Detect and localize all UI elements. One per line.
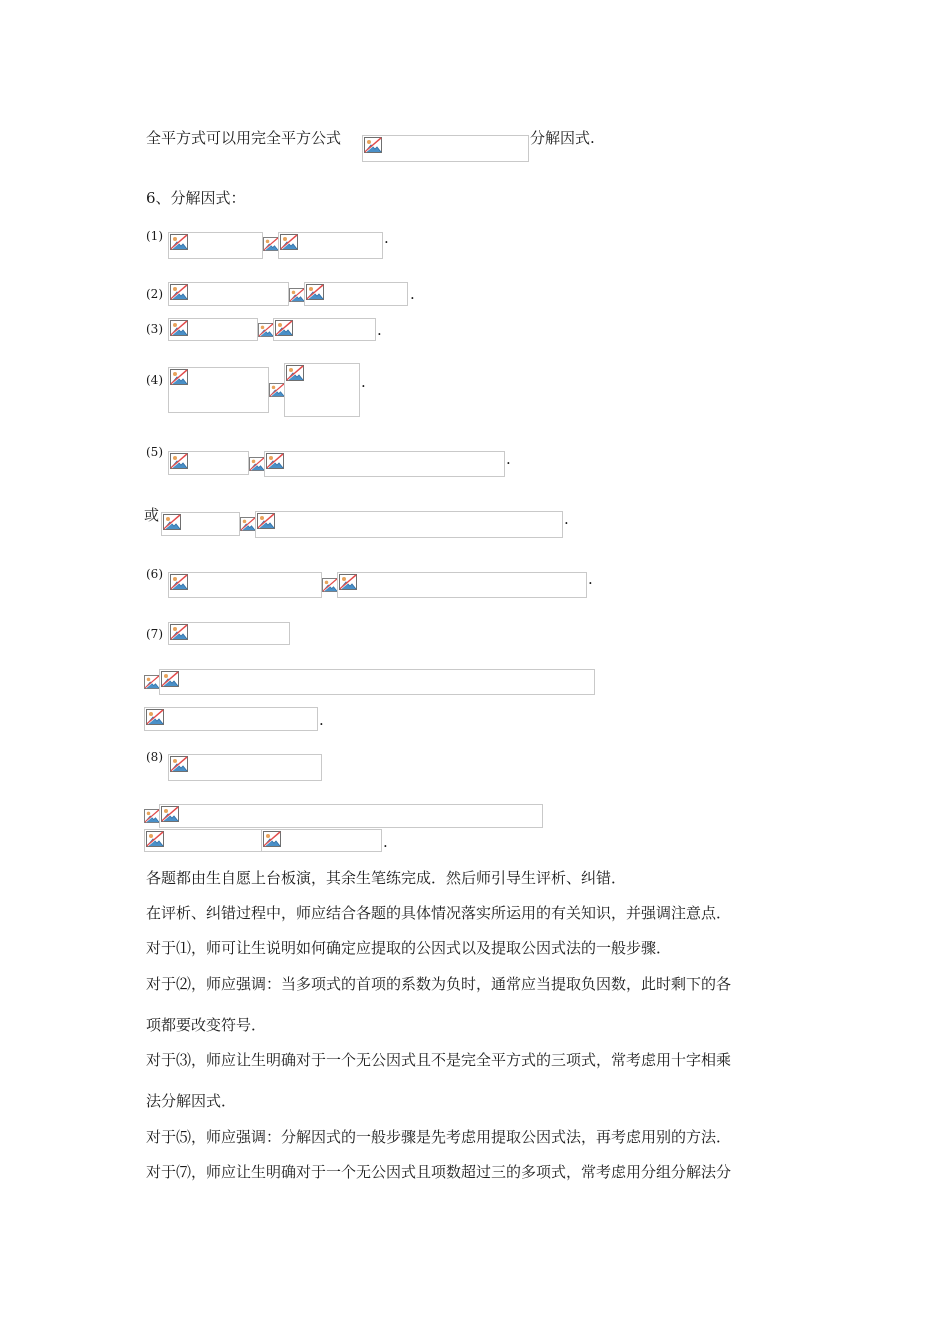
broken-image-icon [170, 284, 188, 300]
broken-image-icon [263, 237, 279, 251]
formula-image [261, 829, 382, 852]
formula-image [159, 804, 543, 828]
broken-image-icon [266, 453, 284, 469]
formula-image [255, 511, 563, 538]
period: . [383, 833, 388, 851]
period: . [377, 321, 382, 339]
problem-label-5: (5) [146, 445, 163, 459]
paragraph: 在评析、纠错过程中，师应结合各题的具体情况落实所运用的有关知识，并强调注意点． [146, 904, 732, 922]
period: . [319, 711, 324, 729]
broken-image-icon [339, 574, 357, 590]
paragraph: 法分解因式． [146, 1092, 237, 1110]
paragraph: 对于⑸，师应强调：分解因式的一般步骤是先考虑用提取公因式法，再考虑用别的方法． [146, 1128, 732, 1146]
broken-image-icon [275, 320, 293, 336]
problem-label-1: (1) [146, 229, 163, 243]
paragraph: 对于⑶，师应让生明确对于一个无公因式且不是完全平方式的三项式，常考虑用十字相乘 [146, 1051, 732, 1069]
broken-image-icon [144, 809, 160, 823]
formula-image [161, 512, 240, 536]
paragraph: 对于⑴，师可让生说明如何确定应提取的公因式以及提取公因式法的一般步骤． [146, 939, 672, 957]
broken-image-icon [269, 383, 285, 397]
period: . [410, 285, 415, 303]
broken-image-icon [161, 671, 179, 687]
formula-image [168, 622, 290, 645]
formula-image [168, 318, 258, 341]
formula-image [284, 363, 360, 417]
broken-image-icon [146, 831, 164, 847]
broken-image-icon [146, 709, 164, 725]
formula-image [168, 232, 263, 259]
broken-image-icon [286, 365, 304, 381]
formula-image [168, 367, 269, 413]
broken-image-icon [364, 137, 382, 153]
formula-image [362, 135, 529, 162]
broken-image-icon [280, 234, 298, 250]
period: . [506, 450, 511, 468]
broken-image-icon [170, 234, 188, 250]
problem-label-2: (2) [146, 287, 163, 301]
period: . [384, 229, 389, 247]
formula-image [144, 829, 262, 852]
problem-label-3: (3) [146, 322, 163, 336]
broken-image-icon [170, 574, 188, 590]
section-heading: 6、分解因式： [146, 189, 246, 207]
intro-text-after: 分解因式. [530, 129, 595, 147]
broken-image-icon [263, 831, 281, 847]
paragraph: 对于⑵，师应强调：当多项式的首项的系数为负时，通常应当提取负因数，此时剩下的各 [146, 975, 732, 993]
period: . [588, 570, 593, 588]
broken-image-icon [170, 453, 188, 469]
broken-image-icon [170, 624, 188, 640]
or-text: 或 [144, 506, 160, 524]
broken-image-icon [249, 457, 265, 471]
problem-label-8: (8) [146, 750, 163, 764]
paragraph: 各题都由生自愿上台板演，其余生笔练完成．然后师引导生评析、纠错． [146, 869, 627, 887]
broken-image-icon [144, 675, 160, 689]
broken-image-icon [170, 320, 188, 336]
broken-image-icon [322, 578, 338, 592]
broken-image-icon [258, 323, 274, 337]
formula-image [337, 572, 587, 598]
broken-image-icon [161, 806, 179, 822]
broken-image-icon [257, 513, 275, 529]
paragraph: 对于⑺，师应让生明确对于一个无公因式且项数超过三的多项式，常考虑用分组分解法分 [146, 1163, 732, 1181]
formula-image [168, 754, 322, 781]
formula-image [168, 451, 249, 475]
formula-image [264, 451, 505, 477]
problem-label-6: (6) [146, 567, 163, 581]
formula-image [304, 282, 408, 306]
formula-image [273, 318, 376, 341]
problem-label-7: (7) [146, 627, 163, 641]
period: . [564, 510, 569, 528]
broken-image-icon [163, 514, 181, 530]
broken-image-icon [170, 756, 188, 772]
broken-image-icon [240, 517, 256, 531]
formula-image [159, 669, 595, 695]
broken-image-icon [306, 284, 324, 300]
formula-image [168, 282, 289, 306]
formula-image [168, 572, 322, 598]
period: . [361, 373, 366, 391]
problem-label-4: (4) [146, 373, 163, 387]
broken-image-icon [170, 369, 188, 385]
formula-image [278, 232, 383, 259]
paragraph: 项都要改变符号． [146, 1016, 267, 1034]
intro-text-before: 全平方式可以用完全平方公式 [146, 129, 342, 147]
broken-image-icon [289, 288, 305, 302]
formula-image [144, 707, 318, 731]
